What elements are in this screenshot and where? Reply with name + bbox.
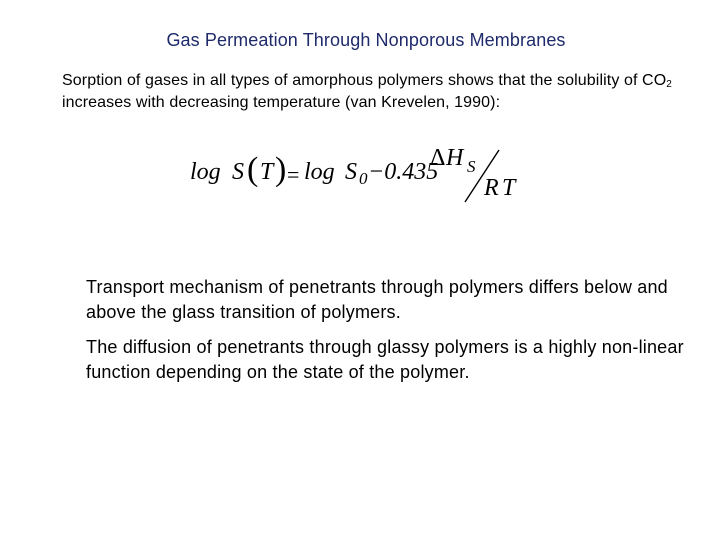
solubility-equation [186, 142, 526, 208]
eq-coefficient: −0.435 [368, 159, 439, 185]
eq-paren-open: ( [247, 151, 259, 188]
eq-s0: S [345, 159, 357, 185]
eq-paren-close: ) [275, 151, 287, 188]
eq-log-right: log [304, 159, 335, 185]
eq-fraction-slash [186, 142, 526, 208]
eq-log-left: log [190, 159, 221, 185]
eq-temperature: T [502, 175, 516, 201]
eq-s-left: S [232, 159, 244, 185]
paragraph-diffusion-glassy: The diffusion of penetrants through glassy polymers is a highly non-linear function depending on the state of the polymer. [86, 337, 684, 382]
intro-text [62, 70, 702, 114]
eq-equals: = [287, 162, 300, 187]
eq-gas-constant: R [484, 175, 499, 201]
eq-delta: Δ [430, 145, 446, 171]
eq-s0-subscript: 0 [359, 169, 368, 188]
intro-text-start: Sorption of gases in all types of amorphous polymers shows that the solubility of CO [62, 72, 667, 89]
co2-subscript: 2 [666, 79, 672, 90]
slide-title: Gas Permeation Through Nonporous Membranes [166, 30, 566, 50]
eq-t-left: T [260, 159, 274, 185]
eq-enthalpy-h: H [446, 145, 464, 171]
intro-text-end: increases with decreasing temperature (van Krevelen, 1990): [62, 94, 501, 111]
eq-enthalpy-subscript: S [467, 157, 476, 176]
paragraph-transport-mechanism: Transport mechanism of penetrants through polymers differs below and above the glass transition of polymers. [86, 277, 668, 322]
